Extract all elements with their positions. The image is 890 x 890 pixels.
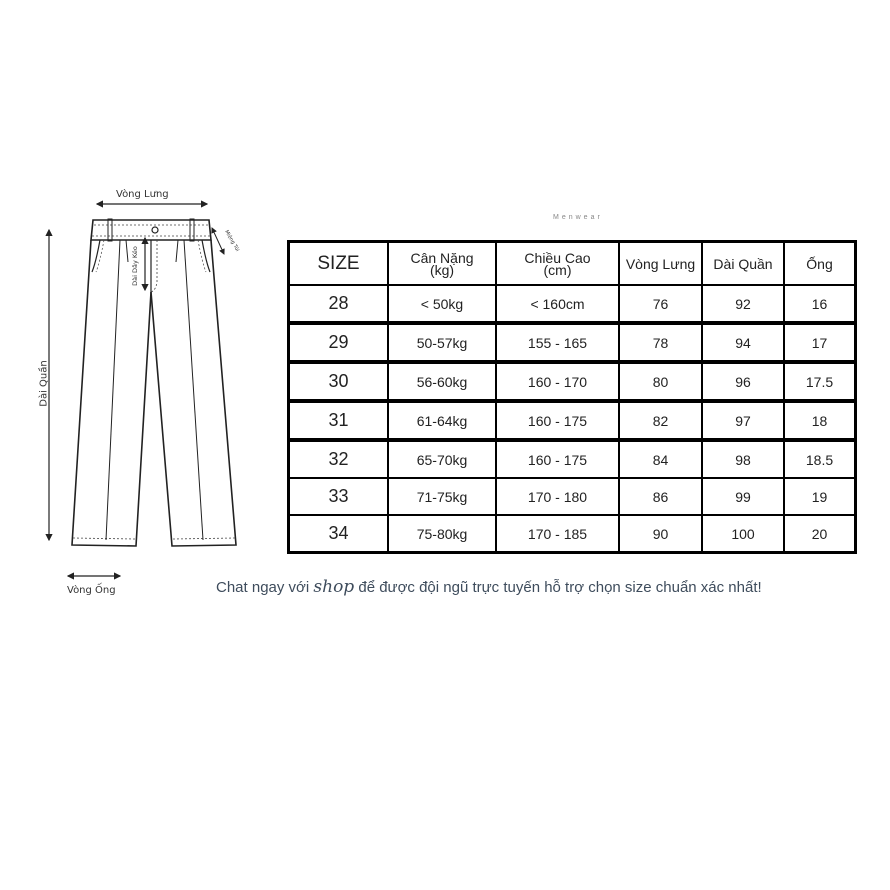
cell-weight: 56-60kg (388, 361, 496, 400)
table-row (289, 361, 855, 400)
note-text-after: để được đội ngũ trực tuyến hỗ trợ chọn size chuẩn xác nhất! (354, 579, 762, 596)
cell-weight: 71-75kg (388, 478, 496, 515)
header-size: SIZE (289, 242, 388, 285)
length-label: Dài Quần (38, 360, 50, 407)
header-length: Dài Quần (702, 242, 784, 285)
cell-height: 155 - 165 (496, 322, 619, 361)
cell-weight: < 50kg (388, 285, 496, 322)
cell-length: 97 (702, 400, 784, 439)
header-weight: Cân Nặng (kg) (388, 242, 496, 285)
table-row (289, 285, 855, 322)
cell-size: 32 (289, 439, 388, 478)
cell-height: 160 - 175 (496, 400, 619, 439)
hem-label: Vòng Ống (67, 585, 116, 596)
cell-height: 170 - 180 (496, 478, 619, 515)
table-row (289, 478, 855, 515)
cell-hem: 17.5 (784, 361, 855, 400)
header-height: Chiều Cao (cm) (496, 242, 619, 285)
table-row (289, 400, 855, 439)
header-waist: Vòng Lưng (619, 242, 702, 285)
cell-height: 160 - 175 (496, 439, 619, 478)
cell-weight: 65-70kg (388, 439, 496, 478)
cell-waist: 86 (619, 478, 702, 515)
header-hem: Ống (784, 242, 855, 285)
cell-hem: 16 (784, 285, 855, 322)
table-row (289, 439, 855, 478)
chat-note (216, 577, 762, 597)
cell-size: 29 (289, 322, 388, 361)
cell-height: 170 - 185 (496, 515, 619, 552)
size-table (287, 240, 857, 554)
cell-waist: 84 (619, 439, 702, 478)
note-shop-word: shop (313, 577, 355, 597)
cell-length: 98 (702, 439, 784, 478)
table-header-row (289, 242, 855, 285)
cell-height: 160 - 170 (496, 361, 619, 400)
cell-length: 100 (702, 515, 784, 552)
table-row (289, 515, 855, 552)
cell-size: 31 (289, 400, 388, 439)
brand-watermark: Menwear (553, 214, 603, 221)
cell-length: 96 (702, 361, 784, 400)
trousers-diagram (0, 0, 280, 620)
cell-height: < 160cm (496, 285, 619, 322)
zip-length-label: Dài Dây Kéo (131, 246, 139, 286)
table-row (289, 322, 855, 361)
cell-size: 30 (289, 361, 388, 400)
cell-waist: 76 (619, 285, 702, 322)
cell-weight: 75-80kg (388, 515, 496, 552)
cell-weight: 50-57kg (388, 322, 496, 361)
cell-length: 99 (702, 478, 784, 515)
cell-hem: 20 (784, 515, 855, 552)
waist-label: Vòng Lưng (116, 189, 169, 200)
pocket-label: Miệng Túi (223, 229, 241, 253)
cell-hem: 17 (784, 322, 855, 361)
cell-hem: 18 (784, 400, 855, 439)
cell-hem: 18.5 (784, 439, 855, 478)
cell-waist: 78 (619, 322, 702, 361)
cell-hem: 19 (784, 478, 855, 515)
cell-waist: 82 (619, 400, 702, 439)
cell-waist: 90 (619, 515, 702, 552)
note-text-before: Chat ngay với (216, 579, 314, 596)
cell-length: 92 (702, 285, 784, 322)
cell-length: 94 (702, 322, 784, 361)
trousers-outline-icon (0, 0, 280, 620)
cell-weight: 61-64kg (388, 400, 496, 439)
cell-size: 33 (289, 478, 388, 515)
cell-size: 28 (289, 285, 388, 322)
cell-size: 34 (289, 515, 388, 552)
cell-waist: 80 (619, 361, 702, 400)
